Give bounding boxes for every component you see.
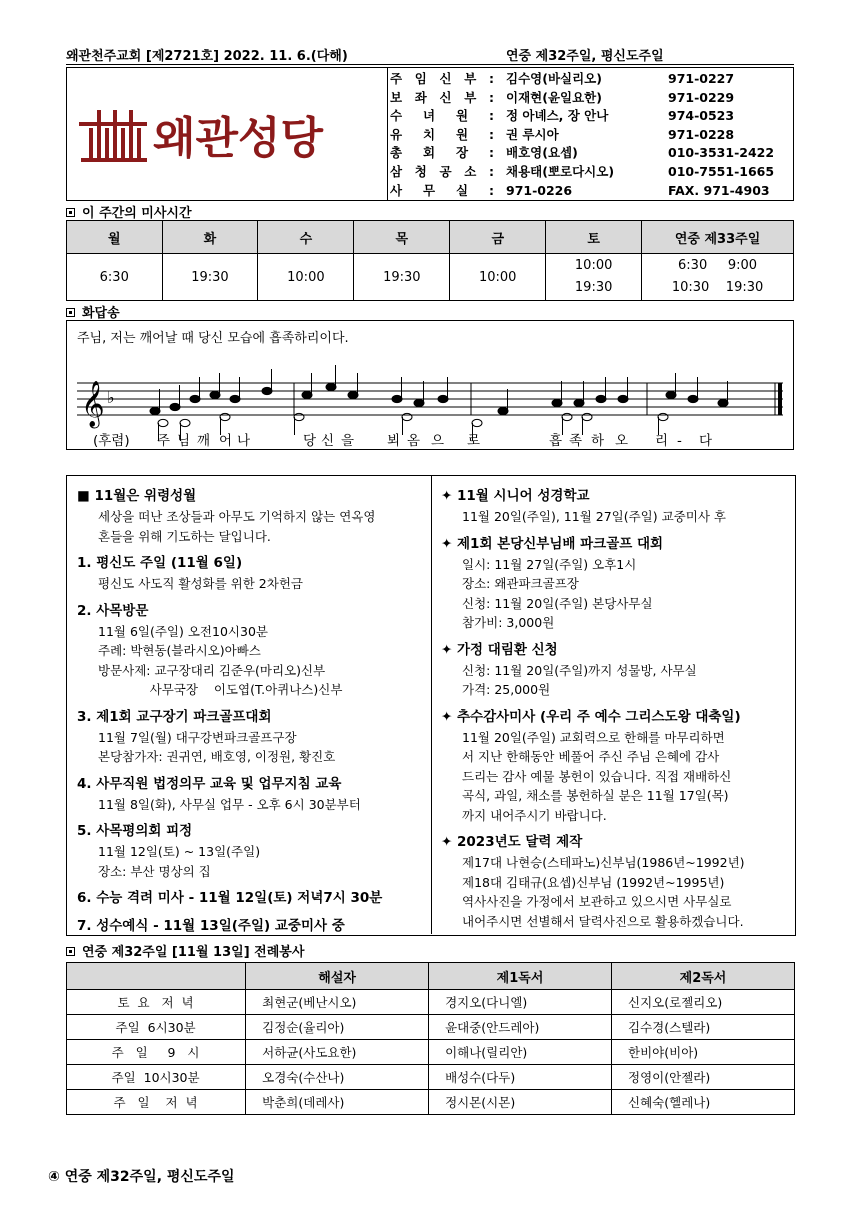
psalm-lyric-syllable: (후렴) (93, 433, 130, 449)
notice-title: 2. 사목방문 (77, 602, 149, 619)
psalm-lyric-syllable: 나 (237, 433, 251, 449)
notice-line: 주례: 박현동(블라시오)아빠스 (98, 643, 261, 658)
service-row (67, 1040, 795, 1065)
staff-phone: 971-0229 (668, 89, 735, 105)
square-bullet-icon (66, 308, 75, 317)
psalm-lyric-syllable: 옴 (407, 433, 421, 449)
notice-line: 서 지난 한해동안 베풀어 주신 주님 은혜에 감사 (462, 749, 720, 764)
mass-times-row (67, 254, 794, 301)
psalm-text: 주님, 저는 깨어날 때 당신 모습에 흡족하리이다. (77, 331, 349, 346)
notice-line: 곡식, 과일, 채소를 봉헌하실 분은 11월 17일(목) (462, 788, 729, 803)
notice-title: ✦ 가정 대림환 신청 (441, 641, 558, 658)
notice-line: 사무국장 이도엽(T.아퀴나스)신부 (98, 682, 343, 697)
mass-day-header: 화 (162, 221, 258, 254)
psalm-lyric-syllable: - (677, 433, 682, 449)
staff-row (390, 144, 790, 163)
staff-phone: 974-0523 (668, 108, 735, 124)
mass-time-cell: 10:00 (258, 254, 354, 301)
service-person: 이해나(릴리안) (429, 1040, 612, 1065)
square-bullet-icon (66, 208, 75, 217)
staff-name: 이재현(윤일요한) (506, 89, 602, 105)
notice-line: 장소: 부산 명상의 집 (98, 863, 211, 879)
notice-spacer (441, 700, 791, 707)
psalm-heading: 화답송 (66, 302, 120, 321)
psalm-box (66, 320, 794, 450)
notice-line: 제17대 나현승(스테파노)신부님(1986년~1992년) (462, 855, 745, 870)
svg-text:♭: ♭ (107, 388, 115, 407)
notice-line: 신청: 11월 20일(주일) 본당사무실 (462, 595, 653, 611)
notice-title: 7. 성수예식 - 11월 13일(주일) 교중미사 중 (77, 918, 345, 934)
mass-time-cell: 10:00 19:30 (546, 254, 642, 301)
staff-row (390, 182, 790, 201)
notice-spacer (77, 814, 427, 821)
liturgy-service-table (66, 962, 795, 1115)
staff-phone: FAX. 971-4903 (668, 182, 770, 198)
notices-right-column (441, 486, 791, 931)
bulletin-sunday: 연중 제32주일, 평신도주일 (506, 49, 664, 64)
staff-name: 김수영(바실리오) (506, 71, 602, 86)
psalm-lyric-syllable: 으 (431, 433, 445, 449)
service-header-row (67, 963, 795, 990)
staff-row (390, 70, 790, 89)
staff-role: 수 녀 원 : (390, 108, 494, 124)
logo-emblem-icon (67, 68, 387, 200)
notice-line: 제18대 김태규(요셉)신부님 (1992년~1995년) (462, 874, 725, 890)
staff-name: 971-0226 (506, 182, 573, 198)
staff-row (390, 126, 790, 145)
notice-spacer (77, 700, 427, 707)
mass-time-cell: 6:30 9:00 10:30 19:30 (642, 254, 794, 301)
psalm-lyric-syllable: 깨 (197, 433, 211, 449)
notice-title: ✦ 2023년도 달력 제작 (441, 834, 583, 850)
psalm-lyric-syllable: 신 (321, 433, 335, 449)
notice-line: 까지 내어주시기 바랍니다. (462, 807, 607, 823)
service-time-label: 주일 6시30분 (67, 1015, 246, 1040)
notice-line: 역사사진을 가정에서 보관하고 있으시면 사무실로 (462, 894, 732, 909)
service-column-header: 해설자 (246, 963, 429, 990)
notice-line: 11월 6일(주일) 오전10시30분 (98, 623, 268, 639)
mass-time-cell: 10:00 (450, 254, 546, 301)
service-heading: 연중 제32주일 [11월 13일] 전례봉사 (66, 941, 304, 960)
service-person: 정시몬(시몬) (429, 1090, 612, 1115)
staff-row (390, 89, 790, 108)
notice-spacer (77, 881, 427, 888)
psalm-lyric-syllable: 뵈 (387, 433, 401, 449)
mass-day-header: 연중 제33주일 (642, 221, 794, 254)
psalm-lyric-syllable: 당 (303, 433, 317, 449)
staff-phone: 010-3531-2422 (668, 145, 775, 161)
staff-role: 삼 청 공 소 : (390, 163, 494, 179)
staff-row (390, 163, 790, 182)
mass-heading: 이 주간의 미사시간 (66, 202, 192, 221)
staff-phone: 971-0228 (668, 126, 735, 142)
notice-title: ✦ 11월 시니어 성경학교 (441, 488, 590, 504)
staff-row (390, 107, 790, 126)
mass-schedule-table (66, 220, 794, 301)
notice-line: 내어주시면 선별해서 달력사진으로 활용하겠습니다. (462, 913, 744, 929)
service-column-header: 제1독서 (429, 963, 612, 990)
square-bullet-icon (66, 947, 75, 956)
notice-title: ■ 11월은 위령성월 (77, 488, 197, 504)
mass-day-header: 목 (354, 221, 450, 254)
staff-role: 주 임 신 부 : (390, 71, 494, 86)
staff-phone: 971-0227 (668, 71, 735, 86)
staff-name: 배호영(요셉) (506, 145, 578, 161)
notice-line: 신청: 11월 20일(주일)까지 성물방, 사무실 (462, 662, 697, 678)
staff-role: 보 좌 신 부 : (390, 89, 494, 105)
logo-text: 왜관성당 (153, 113, 324, 164)
notice-spacer (77, 909, 427, 916)
psalm-lyric-syllable: 흡 (549, 433, 563, 449)
service-row (67, 1015, 795, 1040)
psalm-lyric-syllable: 로 (467, 433, 481, 449)
service-time-label: 주 일 9 시 (67, 1040, 246, 1065)
service-person: 신지오(로젤리오) (612, 990, 795, 1015)
staff-name: 채용태(뽀로다시오) (506, 163, 615, 179)
notices-box (66, 475, 796, 936)
service-row (67, 1065, 795, 1090)
psalm-lyric-syllable: 님 (177, 433, 191, 449)
psalm-lyric-syllable: 오 (615, 433, 629, 449)
service-person: 서하균(사도요한) (246, 1040, 429, 1065)
header-rule (66, 64, 794, 65)
service-person: 김수경(스텔라) (612, 1015, 795, 1040)
parish-info-box (66, 67, 794, 201)
service-column-header (67, 963, 246, 990)
notice-line: 11월 8일(화), 사무실 업무 - 오후 6시 30분부터 (98, 796, 361, 812)
notice-line: 드리는 감사 예물 봉헌이 있습니다. 직접 재배하신 (462, 768, 732, 784)
service-person: 정영이(안젤라) (612, 1065, 795, 1090)
notice-title: 3. 제1회 교구장기 파크골프대회 (77, 708, 272, 725)
service-person: 신혜숙(헬레나) (612, 1090, 795, 1115)
bulletin-header (66, 43, 794, 65)
notices-divider (431, 476, 432, 934)
notice-line: 11월 12일(토) ~ 13일(주일) (98, 844, 261, 859)
notice-title: 1. 평신도 주일 (11월 6일) (77, 555, 243, 571)
staff-role: 사 무 실 : (390, 182, 494, 198)
notice-spacer (77, 546, 427, 553)
notice-line: 평신도 사도직 활성화를 위한 2차헌금 (98, 576, 303, 591)
psalm-lyric-syllable: 족 (569, 433, 583, 449)
psalm-lyric-syllable: 하 (591, 433, 605, 449)
notices-left-column (77, 486, 427, 937)
notice-spacer (77, 594, 427, 601)
psalm-score (67, 351, 793, 449)
notice-spacer (441, 527, 791, 534)
mass-time-cell: 19:30 (354, 254, 450, 301)
treble-clef-icon: 𝄞 (81, 381, 105, 427)
service-person: 김정순(율리아) (246, 1015, 429, 1040)
notice-line: 혼들을 위해 기도하는 달입니다. (98, 528, 271, 544)
psalm-lyric-syllable: 다 (699, 433, 713, 449)
notice-line: 11월 20일(주일), 11월 27일(주일) 교중미사 후 (462, 509, 726, 524)
notice-line: 참가비: 3,000원 (462, 615, 555, 630)
notice-title: 6. 수능 격려 미사 - 11월 12일(토) 저녁7시 30분 (77, 890, 383, 906)
mass-time-cell: 6:30 (67, 254, 163, 301)
psalm-lyric-syllable: 주 (157, 433, 171, 449)
service-person: 박춘희(데레사) (246, 1090, 429, 1115)
service-time-label: 주 일 저 녁 (67, 1090, 246, 1115)
notice-line: 방문사제: 교구장대리 김준우(마리오)신부 (98, 662, 326, 678)
notice-spacer (77, 767, 427, 774)
notice-line: 11월 7일(월) 대구강변파크골프구장 (98, 729, 297, 745)
page-footer: ④ 연중 제32주일, 평신도주일 (48, 1169, 235, 1185)
psalm-lyric-syllable: 을 (341, 433, 355, 449)
mass-time-cell: 19:30 (162, 254, 258, 301)
service-row (67, 1090, 795, 1115)
notice-line: 세상을 떠난 조상들과 아무도 기억하지 않는 연옥영 (98, 509, 376, 524)
service-time-label: 토 요 저 녁 (67, 990, 246, 1015)
mass-days-row (67, 221, 794, 254)
staff-role: 유 치 원 : (390, 126, 494, 142)
service-person: 배성수(다두) (429, 1065, 612, 1090)
mass-day-header: 금 (450, 221, 546, 254)
notice-title: ✦ 제1회 본당신부님배 파크골프 대회 (441, 535, 664, 552)
notice-line: 일시: 11월 27일(주일) 오후1시 (462, 556, 637, 572)
staff-name: 정 아녜스, 장 안나 (506, 108, 609, 124)
notice-line: 가격: 25,000원 (462, 682, 551, 697)
notice-spacer (441, 633, 791, 640)
notice-spacer (441, 825, 791, 832)
psalm-lyric-syllable: 어 (219, 433, 233, 449)
staff-name: 권 루시아 (506, 126, 559, 142)
mass-day-header: 토 (546, 221, 642, 254)
notice-title: 5. 사목평의회 피정 (77, 823, 193, 839)
mass-day-header: 수 (258, 221, 354, 254)
service-person: 최현군(베난시오) (246, 990, 429, 1015)
notice-line: 장소: 왜관파크골프장 (462, 576, 579, 591)
staff-phone: 010-7551-1665 (668, 163, 775, 179)
service-person: 윤대중(안드레아) (429, 1015, 612, 1040)
service-time-label: 주일 10시30분 (67, 1065, 246, 1090)
service-column-header: 제2독서 (612, 963, 795, 990)
service-person: 오경숙(수산나) (246, 1065, 429, 1090)
notice-title: ✦ 추수감사미사 (우리 주 예수 그리스도왕 대축일) (441, 708, 741, 725)
service-row (67, 990, 795, 1015)
service-person: 경지오(다니엘) (429, 990, 612, 1015)
service-person: 한비야(비아) (612, 1040, 795, 1065)
staff-directory (390, 70, 790, 200)
notice-title: 4. 사무직원 법정의무 교육 및 업무지침 교육 (77, 775, 342, 792)
bulletin-issue: 왜관천주교회 [제2721호] 2022. 11. 6.(다해) (66, 49, 348, 64)
notice-line: 11월 20일(주일) 교회력으로 한해를 마무리하면 (462, 729, 725, 745)
psalm-lyric-syllable: 리 (655, 433, 669, 449)
mass-day-header: 월 (67, 221, 163, 254)
notice-line: 본당참가자: 권귀연, 배호영, 이정원, 황진호 (98, 749, 336, 764)
staff-role: 총 회 장 : (390, 145, 494, 161)
parish-logo (67, 68, 388, 200)
